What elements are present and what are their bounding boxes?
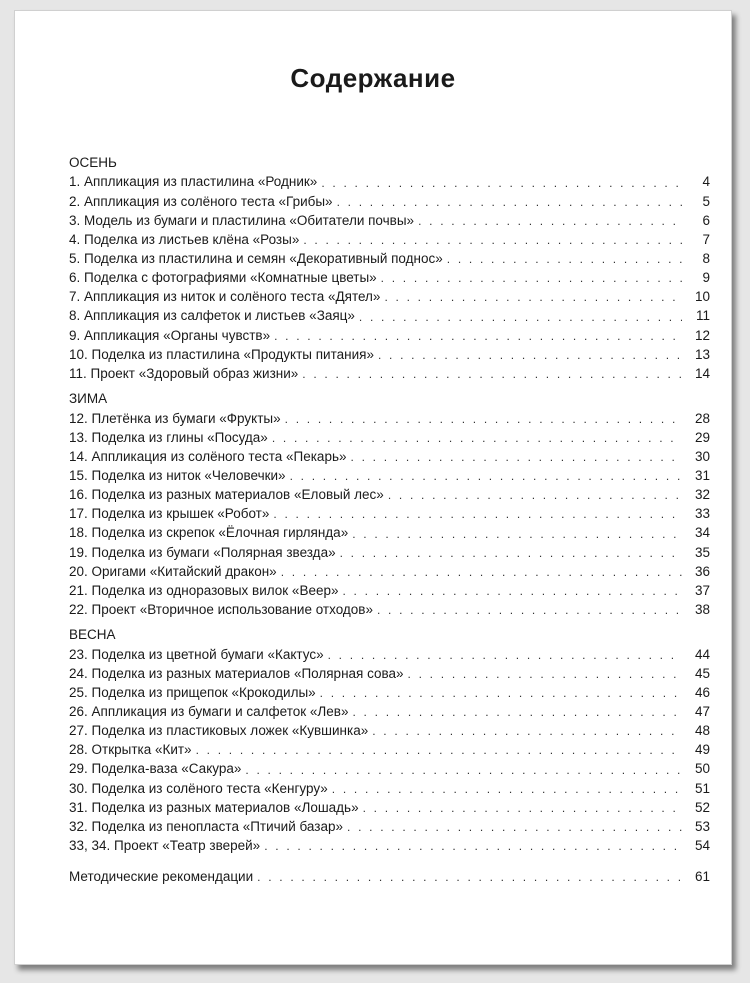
toc-entry	[69, 683, 710, 702]
page-number: 35	[694, 544, 710, 560]
page-number: 47	[694, 704, 710, 719]
toc-entry	[69, 364, 710, 383]
entry-title: 18. Поделка из скрепок «Ёлочная гирлянда»	[69, 525, 349, 541]
dot-leader	[320, 685, 682, 701]
toc-entry-methodical	[69, 867, 710, 886]
toc-entry	[69, 326, 710, 345]
dot-leader	[351, 449, 683, 465]
page-number: 53	[694, 818, 710, 834]
toc-entry	[69, 287, 710, 306]
section-heading-spring: ВЕСНА	[69, 627, 116, 643]
page-number: 10	[694, 289, 710, 305]
toc-entry	[69, 836, 710, 855]
toc-entry	[69, 306, 710, 325]
toc-entry	[69, 645, 710, 664]
entry-title: 21. Поделка из одноразовых вилок «Веер»	[69, 582, 339, 598]
page-number: 50	[694, 761, 710, 777]
dot-leader	[302, 366, 682, 382]
dot-leader	[273, 506, 682, 522]
toc-entry	[69, 740, 710, 759]
page-number: 44	[694, 646, 710, 662]
entry-title: 32. Поделка из пенопласта «Птичий базар»	[69, 818, 344, 834]
page-number: 5	[702, 193, 710, 209]
entry-title: 27. Поделка из пластиковых ложек «Кувшинка»	[69, 723, 369, 739]
entry-title: 4. Поделка из листьев клёна «Розы»	[69, 231, 300, 247]
entry-title: 17. Поделка из крышек «Робот»	[69, 506, 270, 522]
page-title: Содержание	[290, 63, 456, 93]
toc-entry	[69, 817, 710, 836]
toc-entry	[69, 562, 710, 581]
page-number: 8	[702, 251, 710, 267]
entry-title: 2. Аппликация из солёного теста «Грибы»	[69, 193, 333, 209]
entry-title: 13. Поделка из глины «Посуда»	[69, 429, 268, 445]
dot-leader	[340, 545, 682, 561]
page-number: 7	[702, 231, 710, 247]
toc-entry	[69, 268, 710, 287]
toc-entry	[69, 428, 710, 447]
dot-leader	[378, 347, 682, 363]
page-number: 12	[694, 327, 710, 343]
entry-title: 30. Поделка из солёного теста «Кенгуру»	[69, 780, 328, 796]
page-number: 52	[694, 799, 710, 815]
dot-leader	[352, 704, 682, 720]
dot-leader	[272, 430, 682, 446]
page-number: 34	[694, 525, 710, 541]
toc-entry	[69, 192, 710, 211]
document-page	[14, 10, 732, 965]
entry-title: 23. Поделка из цветной бумаги «Кактус»	[69, 646, 324, 662]
entry-title: 15. Поделка из ниток «Человечки»	[69, 467, 286, 483]
page-number: 11	[695, 308, 710, 324]
toc-entry	[69, 798, 710, 817]
page-number: 33	[694, 506, 710, 522]
toc-entry	[69, 581, 710, 600]
toc-entry	[69, 345, 710, 364]
entry-title: 10. Поделка из пластилина «Продукты питания»	[69, 346, 374, 362]
dot-leader	[377, 602, 682, 618]
page-number: 49	[694, 742, 710, 758]
toc-entry	[69, 600, 710, 619]
entry-title: 11. Проект «Здоровый образ жизни»	[69, 365, 299, 381]
dot-leader	[408, 666, 682, 682]
section-heading-autumn: ОСЕНЬ	[69, 155, 117, 170]
dot-leader	[418, 213, 682, 229]
entry-title: 16. Поделка из разных материалов «Еловый лес»	[69, 487, 384, 503]
entry-title: 28. Открытка «Кит»	[69, 742, 192, 758]
dot-leader	[347, 819, 682, 835]
section-heading-winter: ЗИМА	[69, 391, 108, 407]
entry-title: 8. Аппликация из салфеток и листьев «Заяц»	[69, 308, 355, 324]
dot-leader	[388, 487, 682, 503]
entry-title: 5. Поделка из пластилина и семян «Декоративный поднос»	[69, 251, 443, 267]
table-of-contents	[69, 153, 710, 886]
dot-leader	[359, 309, 682, 325]
page-number: 28	[694, 410, 710, 426]
toc-entry	[69, 702, 710, 721]
entry-title: 6. Поделка с фотографиями «Комнатные цветы»	[69, 270, 377, 286]
page-number: 4	[702, 174, 710, 190]
dot-leader	[381, 270, 682, 286]
dot-leader	[352, 526, 682, 542]
dot-leader	[274, 328, 682, 344]
dot-leader	[332, 781, 682, 797]
toc-entry	[69, 543, 710, 562]
page-number: 36	[694, 563, 710, 579]
toc-entry	[69, 249, 710, 268]
dot-leader	[363, 800, 682, 816]
toc-entry	[69, 485, 710, 504]
page-number: 30	[694, 448, 710, 464]
entry-title: 14. Аппликация из солёного теста «Пекарь»	[69, 448, 347, 464]
toc-entry	[69, 230, 710, 249]
page-number: 46	[694, 684, 710, 700]
page-number: 54	[694, 837, 710, 853]
entry-title: 20. Оригами «Китайский дракон»	[69, 563, 277, 579]
entry-title: 3. Модель из бумаги и пластилина «Обитатели почвы»	[69, 212, 415, 228]
entry-title: 25. Поделка из прищепок «Крокодилы»	[69, 684, 316, 700]
toc-entry	[69, 466, 710, 485]
page-number: 51	[694, 780, 710, 796]
entry-title: 31. Поделка из разных материалов «Лошадь»	[69, 799, 359, 815]
dot-leader	[257, 869, 682, 885]
dot-leader	[303, 232, 682, 248]
dot-leader	[281, 564, 682, 580]
page-number: 45	[694, 665, 710, 681]
dot-leader	[337, 194, 682, 210]
page-number: 31	[694, 467, 710, 483]
toc-entry	[69, 523, 710, 542]
entry-title: 9. Аппликация «Органы чувств»	[69, 327, 271, 343]
dot-leader	[245, 762, 682, 778]
entry-title: Методические рекомендации	[69, 869, 254, 885]
page-number: 48	[694, 723, 710, 739]
dot-leader	[384, 289, 682, 305]
page-number: 37	[694, 582, 710, 598]
entry-title: 29. Поделка-ваза «Сакура»	[69, 761, 242, 777]
entry-title: 22. Проект «Вторичное использование отходов»	[69, 601, 373, 617]
dot-leader	[196, 742, 682, 758]
page-number: 9	[702, 270, 710, 286]
page-number: 6	[702, 212, 710, 228]
entry-title: 7. Аппликация из ниток и солёного теста «Дятел»	[69, 289, 381, 305]
page-number: 38	[694, 601, 710, 617]
page-number: 61	[694, 869, 710, 885]
entry-title: 26. Аппликация из бумаги и салфеток «Лев»	[69, 704, 349, 719]
dot-leader	[447, 251, 682, 267]
toc-entry	[69, 664, 710, 683]
toc-entry	[69, 173, 710, 192]
dot-leader	[290, 468, 682, 484]
page-number: 29	[694, 429, 710, 445]
dot-leader	[328, 647, 682, 663]
toc-entry	[69, 504, 710, 523]
toc-entry	[69, 447, 710, 466]
dot-leader	[342, 583, 682, 599]
dot-leader	[372, 723, 682, 739]
entry-title: 33, 34. Проект «Театр зверей»	[69, 837, 261, 853]
toc-entry	[69, 779, 710, 798]
page-number: 13	[694, 346, 710, 362]
toc-entry	[69, 721, 710, 740]
toc-entry	[69, 409, 710, 428]
toc-entry	[69, 211, 710, 230]
entry-title: 19. Поделка из бумаги «Полярная звезда»	[69, 544, 336, 560]
page-number: 14	[694, 365, 710, 381]
page-number: 32	[694, 487, 710, 503]
entry-title: 24. Поделка из разных материалов «Полярная сова»	[69, 665, 404, 681]
toc-entry	[69, 759, 710, 778]
entry-title: 1. Аппликация из пластилина «Родник»	[69, 174, 318, 190]
dot-leader	[321, 175, 682, 191]
entry-title: 12. Плетёнка из бумаги «Фрукты»	[69, 410, 281, 426]
dot-leader	[285, 411, 682, 427]
dot-leader	[264, 838, 682, 854]
